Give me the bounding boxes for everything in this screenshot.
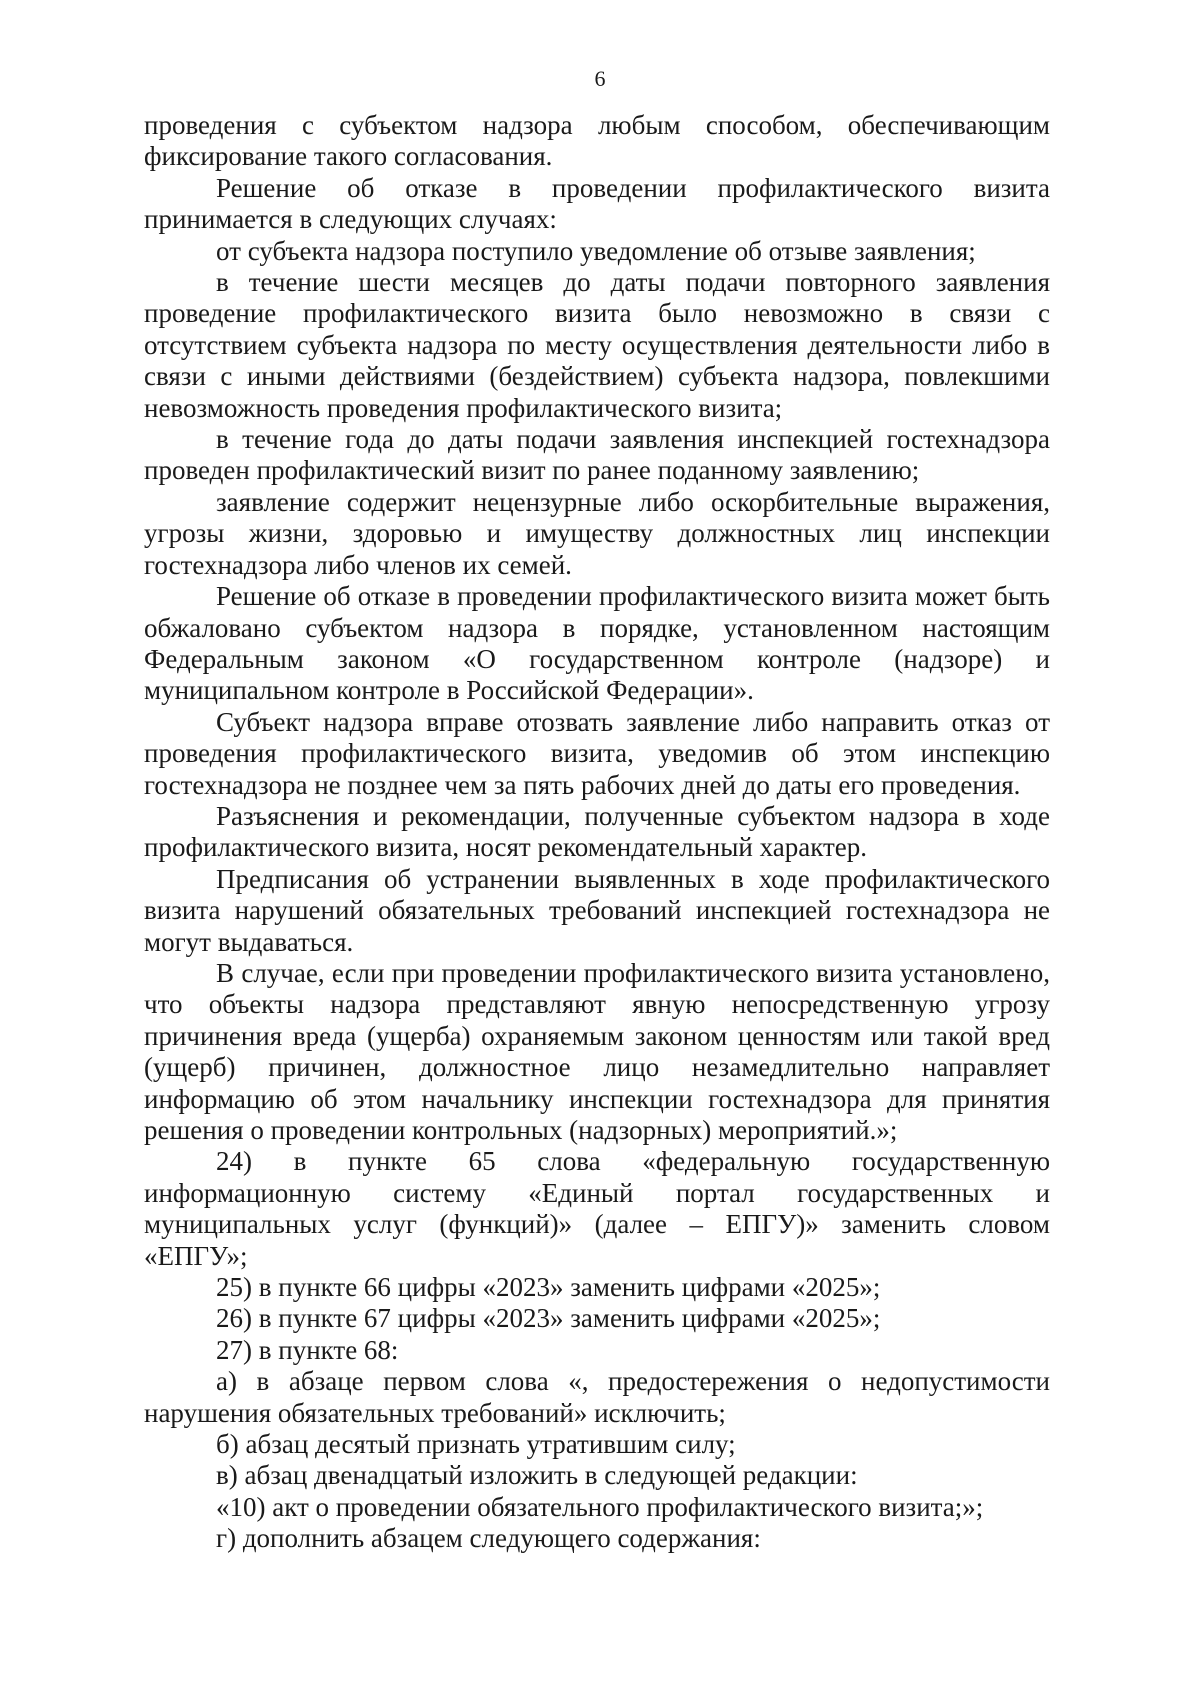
paragraph-case-offensive: заявление содержит нецензурные либо оскорбительные выражения, угрозы жизни, здоровью и имуществу должностных лиц инспекции гостехнадзора либо членов их семей. — [144, 486, 1050, 580]
paragraph-item-27c-text: «10) акт о проведении обязательного профилактического визита;»; — [216, 1491, 984, 1522]
paragraph-refusal-cases: Решение об отказе в проведении профилактического визита принимается в следующих случаях: — [144, 172, 1050, 235]
paragraph-case-withdrawal: от субъекта надзора поступило уведомление об отзыве заявления; — [216, 235, 976, 266]
paragraph-recommendations: Разъяснения и рекомендации, полученные субъектом надзора в ходе профилактического визита, носят рекомендательный характер. — [144, 800, 1050, 863]
paragraph-item-27d: г) дополнить абзацем следующего содержания: — [216, 1523, 761, 1554]
paragraph-continuation: проведения с субъектом надзора любым способом, обеспечивающим фиксирование такого согласования. — [144, 110, 1050, 172]
paragraph-item-25: 25) в пункте 66 цифры «2023» заменить цифрами «2025»; — [216, 1272, 881, 1303]
paragraph-item-27a: а) в абзаце первом слова «, предостережения о недопустимости нарушения обязательных требований» исключить; — [144, 1366, 1050, 1428]
paragraph-item-27: 27) в пункте 68: — [216, 1334, 399, 1365]
document-body — [144, 110, 1050, 1555]
paragraph-item-27b: б) абзац десятый признать утратившим силу; — [216, 1429, 736, 1460]
paragraph-item-26: 26) в пункте 67 цифры «2023» заменить цифрами «2025»; — [216, 1303, 881, 1334]
paragraph-appeal: Решение об отказе в проведении профилактического визита может быть обжаловано субъектом надзора в порядке, установленном настоящим Федеральным законом «О государственном контроле (надзоре) и муниципальном контроле в Российской Федерации». — [144, 581, 1050, 706]
paragraph-item-24: 24) в пункте 65 слова «федеральную государственную информационную систему «Единый портал государственных и муниципальных услуг (функций)» (далее – ЕПГУ)» заменить словом «ЕПГУ»; — [144, 1146, 1050, 1271]
paragraph-threat: В случае, если при проведении профилактического визита установлено, что объекты надзора представляют явную непосредственную угрозу причинения вреда (ущерба) охраняемым законом ценностям или такой вред (ущерб) причинен, должностное лицо незамедлительно направляет информацию об этом начальнику инспекции гостехнадзора для принятия решения о проведении контрольных (надзорных) мероприятий.»; — [144, 957, 1050, 1145]
paragraph-withdraw-right: Субъект надзора вправе отозвать заявление либо направить отказ от проведения профилактического визита, уведомив об этом инспекцию гостехнадзора не позднее чем за пять рабочих дней до даты его проведения. — [144, 706, 1050, 800]
paragraph-item-27c: в) абзац двенадцатый изложить в следующей редакции: — [216, 1460, 858, 1491]
page-number: 6 — [594, 66, 606, 91]
paragraph-case-impossible: в течение шести месяцев до даты подачи повторного заявления проведение профилактического визита было невозможно в связи с отсутствием субъекта надзора по месту осуществления деятельности либо в связи с иными действиями (бездействием) субъекта надзора, повлекшими невозможность проведения профилактического визита; — [144, 267, 1050, 423]
paragraph-prescriptions: Предписания об устранении выявленных в ходе профилактического визита нарушений обязательных требований инспекцией гостехнадзора не могут выдаваться. — [144, 863, 1050, 957]
paragraph-case-previous-visit: в течение года до даты подачи заявления инспекцией гостехнадзора проведен профилактический визит по ранее поданному заявлению; — [144, 424, 1050, 486]
